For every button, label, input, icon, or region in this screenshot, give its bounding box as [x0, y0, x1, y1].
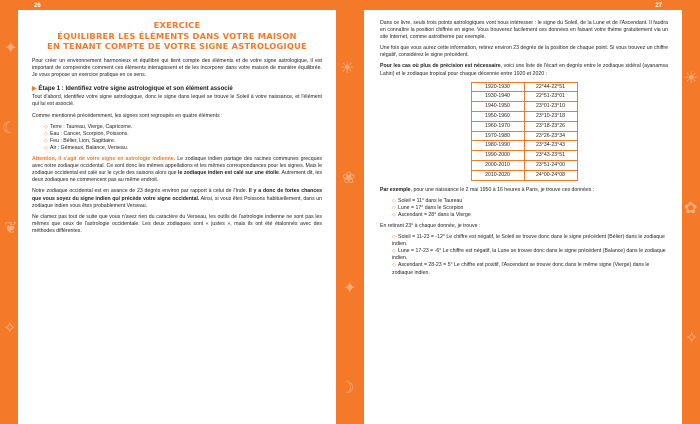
- offset-paragraph: Notre zodiaque occidental est en avance de 23 degrés environ par rapport à celui de l'Inde. Il y a donc de fortes chances que vous soyez du signe indien qui précède votre signe occidental. Ainsi, si vous êtes Poissons habituellement, dans un zodiaque indien vous êtes probablement Verseau.: [32, 188, 322, 209]
- diamond-bullet-icon: ◇: [44, 130, 48, 137]
- ayanamsa-table: [471, 82, 578, 181]
- retire-each-paragraph: En retirant 23° à chaque donnée, je trouve :: [380, 223, 481, 229]
- attention-lead: Attention, il s'agit de votre signe en astrologie indienne.: [32, 156, 176, 163]
- table-row: 1960-1970 23°18-23°26: [471, 121, 577, 131]
- list-item: ◇ Ascendant = 28° dans la Vierge: [392, 211, 471, 218]
- list-item: ◇ Soleil = 11° dans le Taureau: [392, 197, 463, 204]
- results-list: [380, 234, 668, 277]
- diamond-bullet-icon: ◇: [392, 248, 396, 255]
- precision-paragraph: Pour les cas où plus de précision est nécessaire, voici une liste de l'écart en degrés entre le zodiaque sidéral (ayanamsa Lahiri) et le zodiaque tropical pour chaque décennie entre 1920 et 2020 :: [380, 63, 669, 77]
- table-row: 2010-2020 24°00-24°08: [471, 170, 577, 180]
- title-line-3: EN TENANT COMPTE DE VOTRE SIGNE ASTROLOGIQUE: [47, 41, 307, 51]
- right-page: [364, 3, 682, 424]
- diamond-bullet-icon: ◇: [392, 197, 396, 204]
- page-number-right: 27: [655, 3, 662, 9]
- list-item: ◇ Soleil = 11-23 = -12° Le chiffre est négatif, le Soleil se trouve donc dans le signe précédent (Bélier) dans le zodiaque indien.: [392, 234, 665, 248]
- list-item: ◇ Terre : Taureau, Vierge, Capricorne.: [44, 123, 133, 130]
- table-row: 2000-2010 23°51-24°00: [471, 161, 577, 171]
- diamond-bullet-icon: ◇: [44, 123, 48, 130]
- element-groups-list: [32, 124, 322, 152]
- diamond-bullet-icon: ◇: [392, 204, 396, 211]
- table-row: 1990-2000 23°43-23°51: [471, 151, 577, 161]
- intro-paragraph: Dans ce livre, seuls trois points astrologiques vont nous intéresser : le signe du Soleil, de la Lune et de l'Ascendant. Il faudra en connaître la position chiffrée en signe. Vous trouverez facilement ces données en faisant votre thème gratuitement via un site Internet, comme astrotheme par exemple.: [380, 20, 668, 41]
- list-item: ◇ Lune = 17° dans le Scorpion: [392, 204, 464, 211]
- sun-icon: ☀: [340, 58, 355, 77]
- table-row: 1920-1930 22°44-22°51: [471, 82, 577, 92]
- flower-icon: ✿: [684, 198, 698, 217]
- moon-icon: ☾: [2, 118, 17, 137]
- closing-paragraph: Ne clamez pas tout de suite que vous n'avez rien du caractère du Verseau, les outils de l'astrologie indienne ne sont pas les mêmes que ceux de l'astrologie occidentale. Les deux zodiaques sont « justes », mais ils ont été étalonnés avec des méthodes différentes.: [32, 213, 322, 234]
- star-icon: ✧: [685, 328, 699, 347]
- list-item: ◇ Eau : Cancer, Scorpion, Poissons.: [44, 130, 129, 137]
- list-item: ◇ Lune = 17-23 = -6° Le chiffre est négatif, la Lune se trouve donc dans le signe précédent (Balance) dans le zodiaque indien.: [392, 248, 666, 262]
- table-row: 1940-1950 23°01-23°10: [471, 102, 577, 112]
- arrow-icon: ▶: [32, 84, 37, 92]
- star-icon: ✦: [343, 278, 357, 297]
- table-row: 1980-1990 23°34-23°43: [471, 141, 577, 151]
- example-list: [380, 198, 668, 219]
- groups-intro: Comme mentionné précédemment, les signes sont regroupés en quatre éléments :: [32, 112, 223, 119]
- diamond-bullet-icon: ◇: [44, 144, 48, 151]
- example-paragraph: Par exemple, pour une naissance le 2 mai 1950 à 16 heures à Paris, je trouve ces données :: [380, 186, 595, 193]
- attention-paragraph: Attention, il s'agit de votre signe en astrologie indienne. Le zodiaque indien partage des racines communes grecques avec notre zodiaque occidental. Ce sont donc les mêmes appellations et les mêmes correspondances pour les signes. Mais le zodiaque occidental est calé sur le cycle des saisons alors que le zodiaque indien est calé sur une étoile. Autrement dit, les deux zodiaques ne commencent pas au même endroit.: [32, 156, 323, 184]
- page-number-left: 26: [34, 3, 41, 9]
- diamond-bullet-icon: ◇: [392, 211, 396, 218]
- diamond-bullet-icon: ◇: [44, 137, 48, 144]
- title-line-1: EXERCICE: [153, 20, 201, 30]
- list-item: ◇ Feu : Bélier, Lion, Sagittaire.: [44, 137, 116, 144]
- title-line-2: ÉQUILIBRER LES ÉLÉMENTS DANS VOTRE MAISON: [57, 30, 297, 41]
- list-item: ◇ Ascendant = 28-23 = 5° Le chiffre est positif, l'Ascendant se trouve donc dans le même signe (Vierge) dans le zodiaque indien.: [392, 262, 650, 276]
- diamond-bullet-icon: ◇: [392, 262, 396, 269]
- exercise-title: [32, 20, 322, 52]
- moon-icon: ☽: [340, 378, 355, 397]
- star-icon: ✧: [3, 318, 17, 337]
- plant-icon: ❀: [342, 168, 356, 187]
- leaf-icon: ❦: [4, 218, 18, 237]
- table-row: 1970-1980 23°26-23°34: [471, 131, 577, 141]
- sun-icon: ☀: [684, 68, 699, 87]
- step-paragraph: Tout d'abord, identifiez votre signe astrologique, donc le signe dans lequel se trouve le Soleil à votre naissance, et l'élément qui lui est associé.: [32, 94, 322, 108]
- step-title: Étape 1 : Identifiez votre signe astrologique et son élément associé: [38, 84, 233, 92]
- diamond-bullet-icon: ◇: [392, 234, 396, 241]
- list-item: ◇ Air : Gémeaux, Balance, Verseau.: [44, 144, 129, 151]
- intro-paragraph: Pour créer un environnement harmonieux et équilibré qui tient compte des éléments et de votre signe astrologique, il est important de comprendre comment ces éléments interagissent et de les incorporer dans votre maison de manière équilibrée. Je vous propose un exercice pratique en ce sens.: [32, 57, 322, 78]
- star-icon: ✦: [4, 38, 18, 57]
- table-row: 1950-1960 23°10-23°18: [471, 112, 577, 122]
- step-heading: [32, 85, 322, 93]
- left-page: [18, 3, 336, 424]
- retire-paragraph: Une fois que vous aurez cette information, retirez environ 23 degrés de la position de chaque point. Si vous trouvez un chiffre négatif, considérez le signe précédent.: [380, 45, 668, 59]
- table-row: 1930-1940 22°51-23°01: [471, 92, 577, 102]
